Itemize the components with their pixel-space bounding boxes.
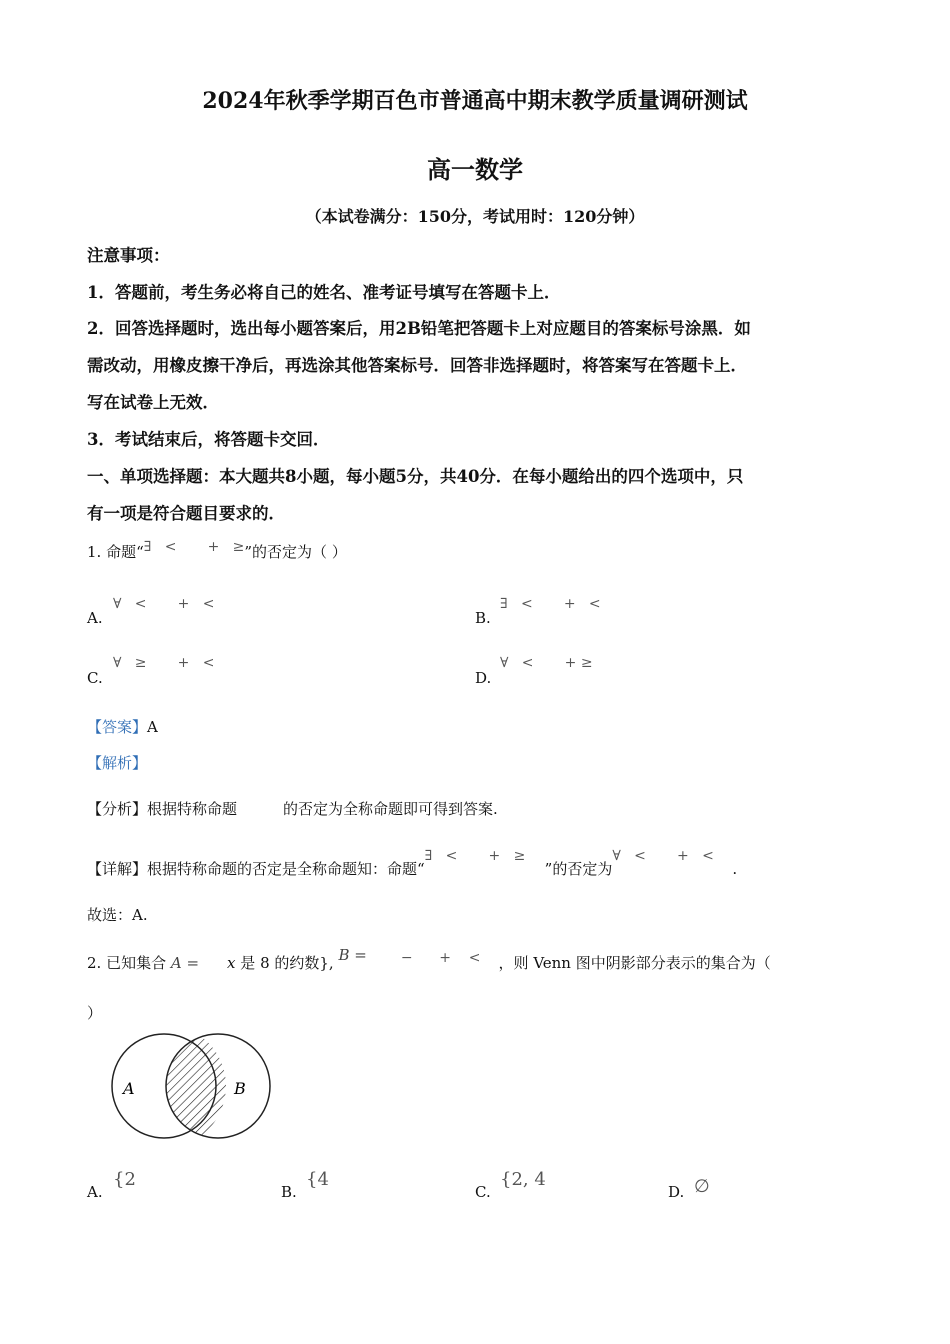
section-heading-line-2: 有一项是符合题目要求的． [87, 504, 285, 523]
venn-label-a: A [123, 1079, 135, 1098]
q1-option-b-label[interactable]: B. [475, 609, 491, 627]
q2-set-b-lhs: B = [338, 946, 367, 964]
q1-fenxi [87, 798, 498, 819]
q2-stem [87, 946, 771, 973]
q2-option-c-value: {2, 4 [500, 1169, 546, 1190]
section-heading-line-1: 一、单项选择题：本大题共8小题，每小题5分，共40分．在每小题给出的四个选项中，只 [87, 467, 744, 486]
notice-heading: 注意事项： [87, 246, 170, 265]
venn-diagram [96, 1028, 276, 1146]
notice-item-2-line-3: 写在试卷上无效． [87, 393, 219, 412]
q1-expression: ∃ < + ≥ [143, 539, 245, 555]
q2-option-d-value: ∅ [694, 1176, 710, 1197]
detail-expression-1: ∃ < + ≥ [424, 848, 526, 864]
q1-prefix: 1. 命题“ [87, 543, 144, 561]
notice-item-1: 1．答题前，考生务必将自己的姓名、准考证号填写在答题卡上． [87, 283, 561, 302]
detail-end: . [732, 860, 738, 878]
notice-item-2-line-2: 需改动，用橡皮擦干净后，再选涂其他答案标号．回答非选择题时，将答案写在答题卡上． [87, 356, 747, 375]
fenxi-text: 【分析】根据特称命题 [87, 800, 238, 818]
q1-answer [87, 716, 158, 737]
q2-set-a-var: x [227, 954, 236, 972]
q2-suffix: ，则 Venn 图中阴影部分表示的集合为（ [498, 954, 771, 972]
q2-close-paren: ） [87, 1004, 103, 1022]
analysis-tag: 【解析】 [87, 754, 148, 772]
q1-option-b-expr: ∃ < + < [500, 596, 601, 612]
answer-value: A [147, 718, 158, 736]
q1-option-a-expr: ∀ < + < [113, 596, 215, 612]
q2-option-a-label[interactable]: A. [87, 1183, 103, 1201]
fenxi-rest: 的否定为全称命题即可得到答案. [283, 800, 498, 818]
q1-stem [87, 541, 347, 562]
q2-option-a-value: {2 [113, 1169, 136, 1190]
notice-item-2-line-1: 2．回答选择题时，选出每小题答案后，用2B铅笔把答题卡上对应题目的答案标号涂黑．如 [87, 319, 751, 338]
exam-info: （本试卷满分：150分，考试用时：120分钟） [305, 207, 645, 226]
page-title: 2024年秋季学期百色市普通高中期末教学质量调研测试 [202, 88, 748, 114]
q2-set-a-lhs: A = [170, 954, 200, 972]
q1-option-d-label[interactable]: D. [475, 669, 492, 687]
answer-tag: 【答案】 [87, 718, 148, 736]
q2-option-c-label[interactable]: C. [475, 1183, 491, 1201]
page-subtitle: 高一数学 [427, 155, 523, 184]
detail-expression-2: ∀ < + < [612, 848, 714, 864]
q1-suffix: ”的否定为（ ） [244, 543, 347, 561]
q2-set-b-expr: − + < [400, 950, 481, 966]
q2-option-d-label[interactable]: D. [668, 1183, 685, 1201]
q1-detail [87, 848, 738, 879]
q1-option-d-expr: ∀ < + ≥ [500, 655, 593, 671]
venn-label-b: B [234, 1079, 246, 1098]
detail-mid: ”的否定为 [544, 860, 613, 878]
q1-option-a-label[interactable]: A. [87, 609, 103, 627]
q1-option-c-label[interactable]: C. [87, 669, 103, 687]
q2-option-b-label[interactable]: B. [281, 1183, 297, 1201]
q2-set-a-rest: 是 8 的约数}, [240, 954, 334, 972]
q2-prefix: 2. 已知集合 [87, 954, 167, 972]
q1-choose: 故选：A. [87, 906, 148, 924]
q1-option-c-expr: ∀ ≥ + < [113, 655, 215, 671]
q2-option-b-value: {4 [306, 1169, 329, 1190]
detail-text: 【详解】根据特称命题的否定是全称命题知：命题“ [87, 860, 425, 878]
notice-item-3: 3．考试结束后，将答题卡交回． [87, 430, 330, 449]
